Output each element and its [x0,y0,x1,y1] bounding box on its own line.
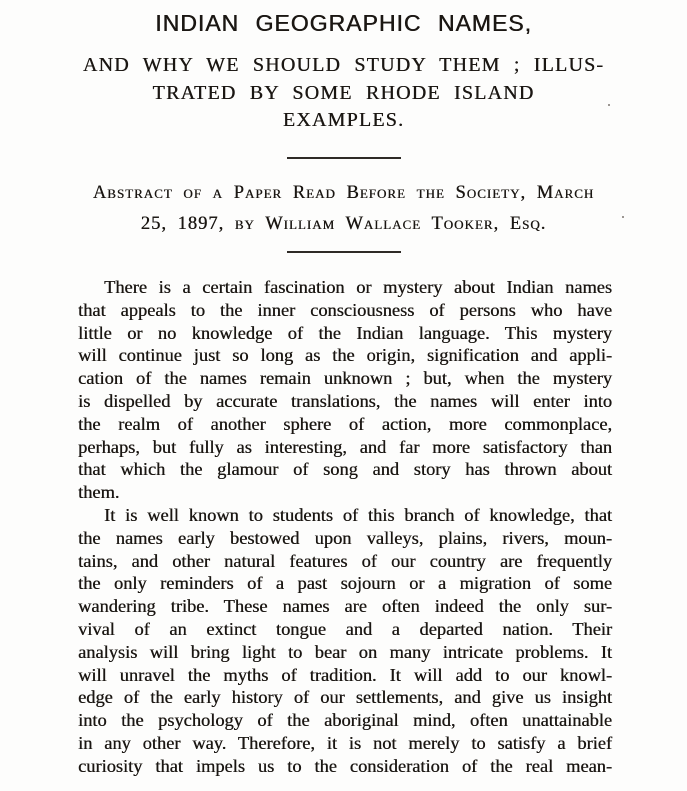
heading-line: 25, 1897, by William Wallace Tooker, Esq. [140,214,547,234]
text-line: There is a certain fascination or mystery about Indian names [104,277,612,297]
text-line: in any other way. Therefore, it is not merely to satisfy a brief [78,732,612,753]
text-line: analysis will bring light to bear on many intricate problems. It [78,641,612,662]
text-line: that appeals to the inner consciousness of persons who have [78,299,612,320]
text-line: tains, and other natural features of our country are frequently [78,550,612,571]
text-line: that which the glamour of song and story has thrown about [78,459,612,480]
text-line: wandering tribe. These names are often indeed the only sur- [78,596,612,617]
text-line: the realm of another sphere of action, more commonplace, [78,413,612,434]
text-line: cation of the names remain unknown ; but, when the mystery [78,368,612,389]
text-line: the names early bestowed upon valleys, plains, rivers, moun- [78,527,612,548]
text-line: into the psychology of the aboriginal mind, often unattainable [78,710,612,731]
heading-line: TRATED BY SOME RHODE ISLAND [152,81,535,104]
heading-line: EXAMPLES. [282,109,405,131]
abstract-byline [0,178,687,240]
text-line: them. [78,482,120,503]
divider-rule-bottom [287,251,401,253]
text-line: will continue just so long as the origin, signification and appli- [78,345,612,366]
text-line: vival of an extinct tongue and a departed nation. Their [78,618,612,639]
text-line: perhaps, but fully as interesting, and far more satisfactory than [78,436,612,457]
page-subtitle [0,52,687,135]
text-line: is dispelled by accurate translations, the names will enter into [78,390,612,411]
text-line: It is well known to students of this branch of knowledge, that [104,504,612,525]
text-line: little or no knowledge of the Indian language. This mystery [78,322,612,343]
scan-speck [622,216,624,218]
text-line: edge of the early history of our settlements, and give us insight [78,687,612,708]
text-line: will unravel the myths of tradition. It will add to our knowl- [78,664,612,685]
text-line: curiosity that impels us to the consideration of the real mean- [78,755,612,776]
body-text [78,276,612,778]
text-line: the only reminders of a past sojourn or a migration of some [78,573,612,594]
page-title: INDIAN GEOGRAPHIC NAMES, [155,10,532,36]
divider-rule-top [287,157,401,159]
heading-line: Abstract of a Paper Read Before the Society, March [92,183,595,203]
scan-speck [608,104,610,106]
heading-line: AND WHY WE SHOULD STUDY THEM ; ILLUS- [82,54,605,76]
